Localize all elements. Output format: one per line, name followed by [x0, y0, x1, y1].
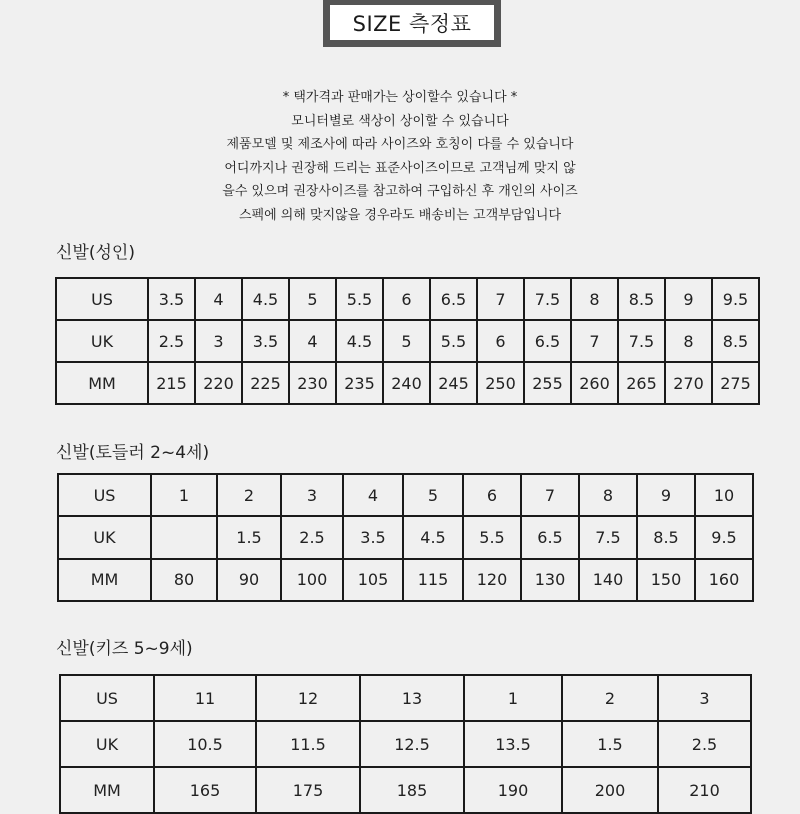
size-cell: 90 — [217, 559, 281, 601]
size-cell: 265 — [618, 362, 665, 404]
notice-line: 제품모델 및 제조사에 따라 사이즈와 호칭이 다를 수 있습니다 — [226, 137, 574, 152]
table-row-us — [56, 278, 759, 320]
size-cell: 2.5 — [148, 320, 195, 362]
row-label: UK — [58, 516, 151, 558]
size-cell: 5 — [403, 474, 463, 516]
size-cell: 6.5 — [524, 320, 571, 362]
size-cell: 6.5 — [430, 278, 477, 320]
size-cell: 260 — [571, 362, 618, 404]
size-cell: 5.5 — [336, 278, 383, 320]
size-cell: 8 — [571, 278, 618, 320]
size-cell: 4 — [195, 278, 242, 320]
size-cell: 11.5 — [256, 721, 360, 767]
size-cell: 5 — [383, 320, 430, 362]
notice-line: 스펙에 의해 맞지않을 경우라도 배송비는 고객부담입니다 — [238, 207, 562, 223]
size-table-kids — [59, 674, 752, 814]
size-cell: 5.5 — [463, 516, 521, 558]
table-row-uk — [58, 516, 753, 558]
size-cell: 3 — [195, 320, 242, 362]
size-cell: 10 — [695, 474, 753, 516]
size-cell: 4.5 — [403, 516, 463, 558]
size-cell: 7.5 — [618, 320, 665, 362]
size-cell: 7 — [477, 278, 524, 320]
size-cell: 13.5 — [464, 721, 562, 767]
size-cell: 240 — [383, 362, 430, 404]
size-cell: 3.5 — [148, 278, 195, 320]
size-cell: 9.5 — [712, 278, 759, 320]
row-label: US — [56, 278, 148, 320]
section-title-kids: 신발(키즈 5~9세) — [56, 639, 193, 659]
size-cell: 1.5 — [217, 516, 281, 558]
size-cell: 4 — [289, 320, 336, 362]
size-cell: 9.5 — [695, 516, 753, 558]
size-cell: 6.5 — [521, 516, 579, 558]
size-cell: 250 — [477, 362, 524, 404]
size-cell: 230 — [289, 362, 336, 404]
size-cell: 4.5 — [242, 278, 289, 320]
size-cell: 8.5 — [637, 516, 695, 558]
size-cell: 3.5 — [242, 320, 289, 362]
size-cell: 270 — [665, 362, 712, 404]
size-table-adult — [55, 277, 760, 405]
size-cell: 12 — [256, 675, 360, 721]
table-row-mm — [56, 362, 759, 404]
size-cell: 8.5 — [712, 320, 759, 362]
title-banner — [323, 0, 501, 47]
size-cell: 100 — [281, 559, 343, 601]
size-cell: 115 — [403, 559, 463, 601]
size-cell: 6 — [463, 474, 521, 516]
size-table-toddler — [57, 473, 754, 602]
size-cell: 150 — [637, 559, 695, 601]
table-row-uk — [60, 721, 751, 767]
size-cell: 235 — [336, 362, 383, 404]
size-cell: 3.5 — [343, 516, 403, 558]
size-cell: 9 — [665, 278, 712, 320]
size-cell: 5.5 — [430, 320, 477, 362]
size-cell: 10.5 — [154, 721, 256, 767]
size-cell: 1.5 — [562, 721, 658, 767]
size-cell: 12.5 — [360, 721, 464, 767]
size-cell: 255 — [524, 362, 571, 404]
page-title: SIZE 측정표 — [330, 5, 494, 40]
size-cell: 120 — [463, 559, 521, 601]
size-cell: 225 — [242, 362, 289, 404]
size-cell: 200 — [562, 767, 658, 813]
size-cell: 9 — [637, 474, 695, 516]
size-cell: 185 — [360, 767, 464, 813]
size-cell: 7 — [521, 474, 579, 516]
notice-line: 모니터별로 색상이 상이할 수 있습니다 — [291, 113, 509, 129]
row-label: MM — [58, 559, 151, 601]
section-title-adult: 신발(성인) — [56, 243, 135, 263]
row-label: US — [60, 675, 154, 721]
notice-line: * 택가격과 판매가는 상이할수 있습니다 * — [282, 90, 518, 105]
size-cell: 3 — [281, 474, 343, 516]
size-cell: 6 — [477, 320, 524, 362]
table-row-us — [58, 474, 753, 516]
notice-text — [0, 86, 800, 227]
size-cell: 190 — [464, 767, 562, 813]
notice-line: 을수 있으며 권장사이즈를 참고하여 구입하신 후 개인의 사이즈 — [222, 184, 578, 199]
size-cell: 2 — [217, 474, 281, 516]
size-cell: 7 — [571, 320, 618, 362]
size-cell: 2.5 — [281, 516, 343, 558]
size-cell: 165 — [154, 767, 256, 813]
size-cell: 1 — [151, 474, 217, 516]
size-cell: 275 — [712, 362, 759, 404]
size-cell: 4.5 — [336, 320, 383, 362]
size-cell: 210 — [658, 767, 751, 813]
size-cell: 140 — [579, 559, 637, 601]
table-row-us — [60, 675, 751, 721]
table-row-mm — [58, 559, 753, 601]
size-cell: 2 — [562, 675, 658, 721]
size-cell: 220 — [195, 362, 242, 404]
size-cell: 11 — [154, 675, 256, 721]
size-cell: 6 — [383, 278, 430, 320]
size-cell — [151, 516, 217, 558]
table-row-uk — [56, 320, 759, 362]
row-label: UK — [56, 320, 148, 362]
size-cell: 3 — [658, 675, 751, 721]
size-cell: 7.5 — [579, 516, 637, 558]
row-label: MM — [60, 767, 154, 813]
row-label: MM — [56, 362, 148, 404]
size-cell: 130 — [521, 559, 579, 601]
size-cell: 105 — [343, 559, 403, 601]
row-label: UK — [60, 721, 154, 767]
size-cell: 215 — [148, 362, 195, 404]
size-cell: 7.5 — [524, 278, 571, 320]
size-cell: 160 — [695, 559, 753, 601]
size-cell: 4 — [343, 474, 403, 516]
section-title-toddler: 신발(토들러 2~4세) — [56, 443, 210, 463]
row-label: US — [58, 474, 151, 516]
size-cell: 1 — [464, 675, 562, 721]
notice-line: 어디까지나 권장해 드리는 표준사이즈이므로 고객님께 맞지 않 — [224, 160, 576, 176]
size-cell: 80 — [151, 559, 217, 601]
size-cell: 8 — [665, 320, 712, 362]
size-cell: 175 — [256, 767, 360, 813]
size-cell: 2.5 — [658, 721, 751, 767]
size-cell: 8.5 — [618, 278, 665, 320]
size-cell: 5 — [289, 278, 336, 320]
size-cell: 8 — [579, 474, 637, 516]
table-row-mm — [60, 767, 751, 813]
size-cell: 13 — [360, 675, 464, 721]
size-cell: 245 — [430, 362, 477, 404]
